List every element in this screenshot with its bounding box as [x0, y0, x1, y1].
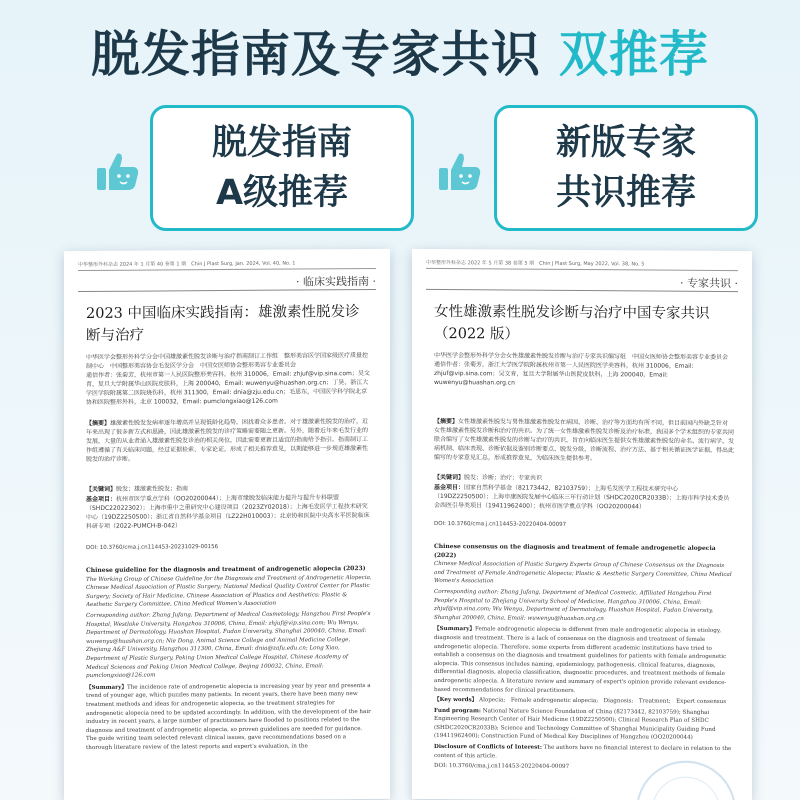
english-disclosure-label: Disclosure of Conflicts of Interest: — [434, 744, 542, 751]
english-fund-label: Fund program: — [434, 707, 481, 714]
page-title — [0, 16, 800, 86]
doi-text: DOI: 10.3760/cma.j.cn114453-20231029-00156 — [86, 544, 219, 551]
english-summary: Female androgenetic alopecia is different from male androgenetic alopecia in etiology, diagnosis and treatment. There is a lack of consensus on the diagnosis and treatment of female androgenetic alopecia. Therefore, some experts from different academic institutions have tried to establish a consensus on the diagnosis and treatment guidelines for patients with female androgenetic alopecia. This consensus includes naming, epidemiology, pathogenesis, clinical features, diagnosis, differential diagnosis, alopecia classification, diagnostic procedures, and treatment methods of female androgenetic alopecia. A literature review and summary of expert's opinion provide relevant evidence-based recommendations for clinical practitioners. — [434, 626, 727, 694]
column-label: · 临床实践指南 · — [296, 274, 376, 289]
english-keywords-label: 【Key words】 — [434, 697, 478, 704]
badge-line-2: 共识推荐 — [555, 173, 696, 213]
english-authors: Chinese Medical Association of Plastic Surgery Experts Group of Chinese Consensus on the Diagnosis and Treatment of Female Androgenetic Alopecia; Plastic & Aesthetic Surgery Committee, China Medical Women's Association — [434, 561, 732, 585]
english-disclosure: The authors have no financial interest to declare in relation to the content of this article. — [434, 744, 732, 760]
column-label: · 专家共识 · — [680, 276, 738, 291]
fund-block — [86, 493, 372, 541]
english-authors: The Working Group of Chinese Guideline for the Diagnosis and Treatment of Androgenetic Alopecia, Chinese Medical Association of Plastic Surgery; National Medical Quality Control Center for Plastic Surgery; Society of Hair Medicine, Chinese Association of Plastics and Aesthetics; Plastic & Aesthetic Surgery Committee, China Medical Women's Association — [86, 574, 372, 609]
fund-text: 国家自然科学基金（82173442，82103759）；上海毛发医学工程技术研究中心（19DZ2250500）；上海申康医院发展中心临床三年行动计划（SHDC2020CR2033B）；上海市科学技术委员会西医引导类项目（19411962400）；杭州市医学重点学科（OO20200044） — [434, 484, 730, 511]
correspondence-text: 通信作者：张菊芳，浙江大学医学院附属杭州市第一人民医院医学美容科，杭州 310006，Email: zhjuf@vip.sina.com；吴文育，复旦大学附属华山医院皮肤科，上海 200040，Email: wuwenyu@huashan.org.cn — [434, 360, 694, 387]
fund-label: 基金项目： — [86, 495, 117, 503]
english-abstract-block — [434, 543, 734, 797]
english-keywords: Alopecia; Female androgenetic alopecia; Diagnosis; Treatment; Expert consensus — [479, 697, 727, 706]
title-main-text: 脱发指南及专家共识 — [90, 26, 541, 83]
running-head: 中华整形外科杂志 2022 年 5 月第 38 卷第 5 期 Chin J Plast Surg, May 2022, Vol. 38, No. 5 — [426, 259, 738, 271]
consensus-paper — [412, 249, 752, 800]
guideline-paper — [64, 249, 390, 800]
english-title: Chinese guideline for the diagnosis and treatment of androgenetic alopecia (2023) — [86, 565, 366, 574]
english-correspondence: Corresponding author: Zhang Jufang, Department of Medical Cosmetology, Hangzhou First People's Hospital, Westlake University, Hangzhou 310006, China, Email: zhjuf@vip.sina.com; Wu Wenyu, Department of Dermatology, Huashan Hospital, Fudan University, Shanghai 200040, China, Email: wuwenyu@huashan.org.cn; Nie Dong, Animal Science College and Animal Medicine College, Zhejiang A&F University, Hangzhou 311300, China, Email: dnia@zafu.edu.cn; Long Xiao, Department of Plastic Surgery, Peking Union Medical College Hospital, Chinese Academy of Medical Sciences and Peking Union Medical College, Beijing 100032, China, Email: pumclongxiao@126.com — [86, 610, 371, 680]
author-block — [434, 351, 734, 415]
abstract-text: 雄激素性脱发发病率逐年增高并呈现低龄化趋势，困扰着众多患者。对于雄激素性脱发的治疗，近年来出现了很多新方式和思路，因此雄激素性脱发的诊疗策略需要随之更新。另外，随着近年来毛发行业的发展，大量的从业者涌入雄激素性脱发诊治的相关岗位，因此需要更新且适宜的指南给予指引。指南制订工作组遵循了有关临床问题，经过证据检索、专家论证，形成了相关推荐意见，以期能够进一步规范雄激素性脱发的治疗诊断。 — [86, 418, 369, 463]
thumbs-up-icon — [437, 148, 483, 194]
doi-text: DOI: 10.3760/cma.j.cn114453-20220404-00097 — [434, 520, 567, 528]
english-fund: National Nature Science Foundation of China (82173442, 82103759); Shanghai Engineering Research Center of Hair Medicine (19DZ2250500); Clinical Research Plan of SHDC (SHDC2020CR2033B); Science and Technology Committee of Shanghai Municipality Guiding Fund (19411962400); Construction Fund of Medical Key Disciplines of Hangzhou (OO20200044) — [434, 707, 716, 742]
authors-text: 中华医学会整形外科学分会女性雄激素性脱发诊断与治疗专家共识编写组 中国女医师协会整形美容专业委员会 — [434, 351, 729, 362]
english-summary: The incidence rate of androgenetic alopecia is increasing year by year and presents a trend of younger age, which puzzles many patients. In recent years, there have been many new treatment methods and ideas for androgenetic alopecia, so the treatment strategies for androgenetic alopecia need to be updated accordingly. In addition, with the development of the hair industry in recent years, a large number of practitioners have flooded to positions related to the diagnosis and treatment of androgenetic alopecia, so proven guidelines are needed for guidance. The guide writing team selected relevant clinical issues, gave recommendations based on a thorough literature review of the latest reports and expert's evaluation, in the — [86, 682, 371, 751]
abstract-label: 【摘要】 — [86, 419, 111, 427]
fund-label: 基金项目： — [434, 483, 465, 492]
correspondence-text: 通信作者：张菊芳，杭州市第一人民医院整形美容科，杭州 310006，Email: zhjuf@vip.sina.com；吴文育，复旦大学附属华山医院皮肤科，上海 200040，Email: wuwenyu@huashan.org.cn；丁昊，浙江大学医学院附属第二医院烧伤科，杭州 311300，Email: dnia@zju.edu.cn；毛思东，中国医学科学院北京协和医院整形外科，北京 100032，Email: pumclongxiao@126.com — [86, 370, 370, 406]
guideline-badge — [150, 105, 414, 231]
fund-block — [434, 483, 734, 521]
consensus-badge — [494, 105, 758, 231]
english-summary-label: 【Summary】 — [434, 626, 475, 633]
english-title: Chinese consensus on the diagnosis and treatment of female androgenetic alopecia (2022) — [434, 542, 716, 559]
fund-text: 杭州市医学重点学科（OO20200044）；上海市缘脱发临床能力提升与提升专科联盟（SHDC22022302）；上海市重中之重研究中心建设项目（2023ZY02018）；上海毛发医学工程技术研究中心（19DZ2250500）；浙江省自然科学基金项目（LZ22H010003）；北京协和医院中央高水平医院临床科研专项（2022-PUMCH-B-042） — [86, 494, 370, 530]
abstract-block — [86, 417, 372, 483]
english-abstract-block — [86, 565, 372, 797]
english-correspondence: Corresponding author: Zhang Jufang, Department of Medical Cosmetic, Affiliated Hangzhou First People's Hospital to Zhejiang University School of Medicine, Hangzhou 310006, China, Email: zhjuf@vip.sina.com; Wu Wenyu, Department of Dermatology, Huashan Hospital, Fudan University, Shanghai 200040, China, Email: wuwenyu@huashan.org.cn — [434, 588, 714, 622]
english-doi: DOI: 10.3760/cma.j.cn114453-20220404-00097 — [434, 763, 570, 771]
badge-line-1: 脱发指南 — [211, 123, 352, 163]
column-rule — [78, 289, 376, 292]
abstract-label: 【摘要】 — [434, 417, 459, 426]
paper-title: 女性雄激素性脱发诊断与治疗中国专家共识（2022 版） — [434, 303, 710, 343]
thumbs-up-icon — [95, 148, 141, 194]
keywords-text: 脱发；雄激素性脱发；指南 — [116, 485, 189, 493]
running-head: 中华整形外科杂志 2024 年 1 月第 40 卷第 1 期 Chin J Plast Surg, Jan. 2024, Vol. 40, No. 1 — [78, 259, 376, 271]
authors-text: 中华医学会整形外科学分会中国雄激素性脱发诊断与治疗指南制订工作组 整形美容医学国家级医疗质量控制中心 中国整形美容协会毛发医学分会 中国女医师协会整形美容专业委员会 — [86, 352, 369, 370]
english-summary-label: 【Summary】 — [86, 684, 127, 691]
keywords-text: 脱发；诊断；治疗；专家共识 — [464, 474, 543, 482]
abstract-text: 女性雄激素性脱发与男性雄激素性脱发在病因、诊断、治疗等方面均有所不同，但目前国内外缺乏针对女性雄激素性脱发诊断和治疗的共识。为了统一女性雄激素性脱发诊断及治疗标准，我国多个学术组织的专家共同联合编写了女性雄激素性脱发的诊断与治疗的共识，旨在向临床医生提供女性雄激素性脱发的命名、流行病学、发病机制、临床表现、诊断依据及鉴别诊断要点、脱发分级、诊断流程、治疗方法、基于相关循证医学证据，得出此编写的专家意见汇总，形成推荐意见，为临床医生提供参考。 — [434, 418, 734, 463]
paper-title: 2023 中国临床实践指南：雄激素性脱发诊断与治疗 — [86, 304, 360, 344]
keywords-label: 【关键词】 — [434, 473, 465, 482]
badge-line-2: A级推荐 — [215, 173, 349, 213]
badge-line-1: 新版专家 — [555, 123, 696, 163]
author-block — [86, 351, 372, 415]
abstract-block — [434, 417, 734, 473]
title-accent-text: 双推荐 — [559, 26, 710, 83]
keywords-label: 【关键词】 — [86, 485, 117, 493]
